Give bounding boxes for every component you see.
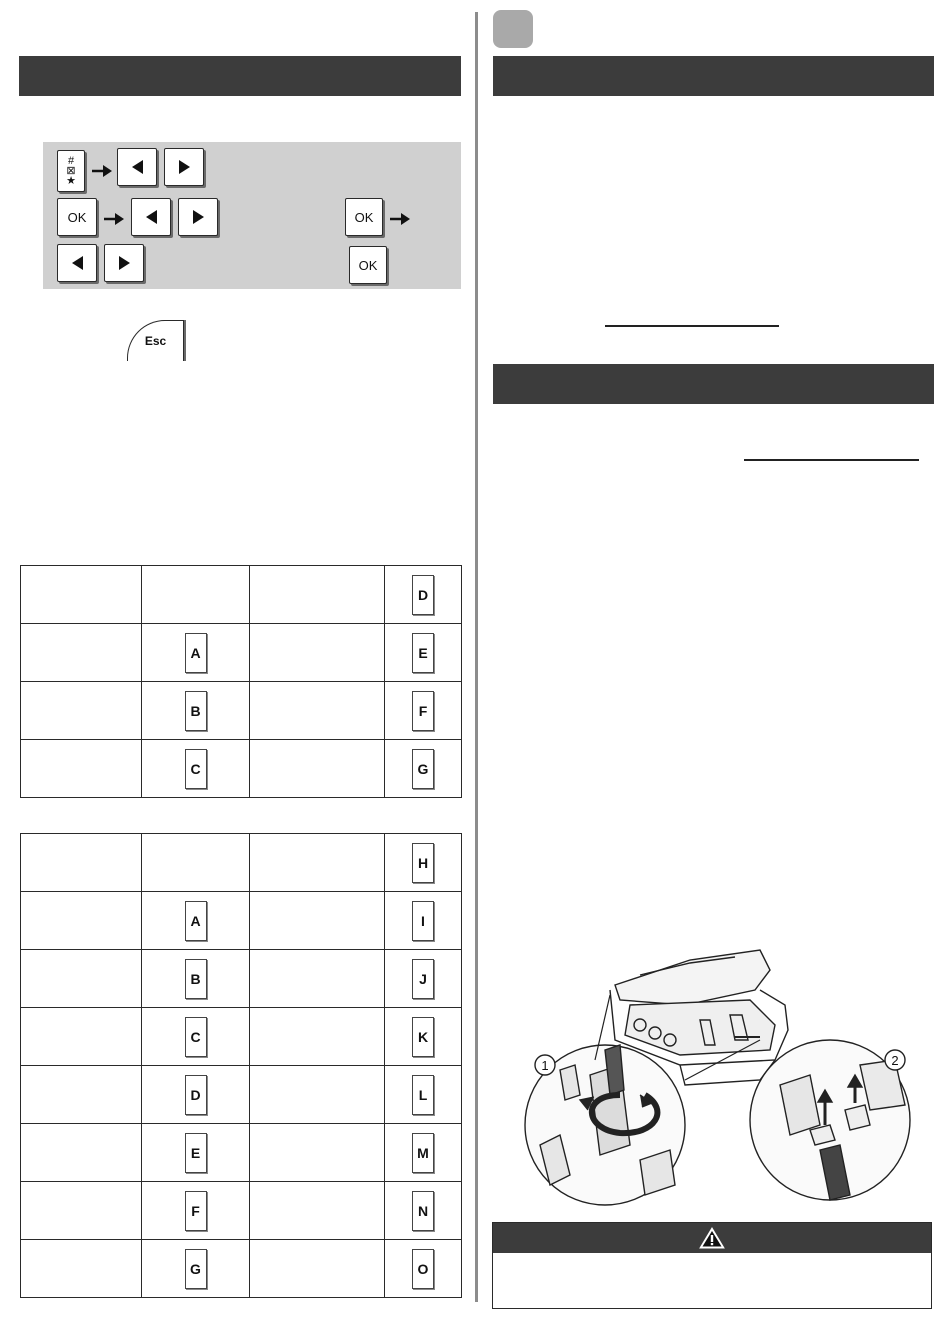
- table-cell: [21, 740, 142, 798]
- table-cell: [385, 834, 462, 892]
- table-cell: [250, 1008, 385, 1066]
- tag-wrapper: [385, 1240, 461, 1297]
- label-tag: C: [185, 1017, 207, 1057]
- table-row: [21, 740, 462, 798]
- table-row: [21, 1240, 462, 1298]
- chapter-tab: [493, 10, 533, 48]
- tag-wrapper: [385, 1182, 461, 1239]
- label-tag: M: [412, 1133, 434, 1173]
- arrow-right-icon: [91, 164, 113, 178]
- table-row: [21, 1124, 462, 1182]
- ok-key[interactable]: OK: [57, 198, 97, 236]
- table-cell: [21, 566, 142, 624]
- tag-wrapper: [385, 1124, 461, 1181]
- tag-wrapper: [385, 566, 461, 623]
- table-cell: [385, 624, 462, 682]
- table-cell: [385, 1182, 462, 1240]
- label-tag: A: [185, 901, 207, 941]
- table-cell: [21, 950, 142, 1008]
- cursor-left-key[interactable]: [117, 148, 157, 186]
- label-tag: I: [412, 901, 434, 941]
- table-cell: [142, 740, 250, 798]
- right-triangle-icon: [193, 210, 204, 224]
- label-tag: B: [185, 959, 207, 999]
- table-cell: [385, 1008, 462, 1066]
- label-tag: D: [412, 575, 434, 615]
- table-cell: [385, 566, 462, 624]
- arrow-right-icon: [103, 212, 125, 226]
- warning-box: [492, 1222, 932, 1309]
- table-cell: [142, 624, 250, 682]
- table-cell: [250, 740, 385, 798]
- warning-triangle-icon: [699, 1227, 725, 1249]
- step-2-label: 2: [891, 1053, 899, 1068]
- table-cell: [21, 834, 142, 892]
- label-tag: C: [185, 749, 207, 789]
- cursor-right-key[interactable]: [164, 148, 204, 186]
- reference-underline: [744, 459, 919, 461]
- label-tag: E: [412, 633, 434, 673]
- table-row: [21, 1182, 462, 1240]
- escape-key[interactable]: Esc: [127, 320, 184, 361]
- table-cell: [385, 1066, 462, 1124]
- table-row: [21, 682, 462, 740]
- table-row: [21, 566, 462, 624]
- tag-wrapper: [142, 1182, 249, 1239]
- tag-wrapper: [142, 1066, 249, 1123]
- label-tag: G: [412, 749, 434, 789]
- table-cell: [250, 892, 385, 950]
- tag-wrapper: [142, 1124, 249, 1181]
- table-cell: [250, 566, 385, 624]
- table-row: [21, 950, 462, 1008]
- table-cell: [385, 1124, 462, 1182]
- table-cell: [142, 950, 250, 1008]
- symbol-key[interactable]: [57, 150, 85, 192]
- tag-wrapper: [385, 682, 461, 739]
- left-triangle-icon: [146, 210, 157, 224]
- settings-table-1: [20, 565, 462, 798]
- table-cell: [250, 1182, 385, 1240]
- label-tag: E: [185, 1133, 207, 1173]
- tag-wrapper: [142, 834, 249, 891]
- table-cell: [142, 1240, 250, 1298]
- table-row: [21, 1066, 462, 1124]
- table-cell: [21, 1182, 142, 1240]
- cursor-right-key[interactable]: [178, 198, 218, 236]
- right-triangle-icon: [119, 256, 130, 270]
- table-cell: [385, 1240, 462, 1298]
- cursor-left-key[interactable]: [131, 198, 171, 236]
- table-cell: [142, 834, 250, 892]
- key-sequence-panel: [43, 142, 461, 289]
- section-header-bar-left: [19, 56, 461, 96]
- tag-wrapper: [385, 892, 461, 949]
- table-row: [21, 1008, 462, 1066]
- table-cell: [142, 682, 250, 740]
- tag-wrapper: [385, 624, 461, 681]
- tag-wrapper: [142, 682, 249, 739]
- table-cell: [385, 682, 462, 740]
- table-cell: [142, 1008, 250, 1066]
- tag-wrapper: [142, 950, 249, 1007]
- tag-wrapper: [385, 740, 461, 797]
- tag-wrapper: [142, 892, 249, 949]
- symbol-hash: #: [67, 155, 75, 167]
- left-triangle-icon: [132, 160, 143, 174]
- label-tag: J: [412, 959, 434, 999]
- label-tag: B: [185, 691, 207, 731]
- arrow-right-icon: [389, 212, 411, 226]
- table-cell: [250, 1124, 385, 1182]
- label-tag: D: [185, 1075, 207, 1115]
- table-cell: [21, 892, 142, 950]
- label-tag: A: [185, 633, 207, 673]
- tape-cassette-illustration: [520, 945, 920, 1210]
- tag-wrapper: [142, 740, 249, 797]
- label-tag: G: [185, 1249, 207, 1289]
- table-row: [21, 624, 462, 682]
- table-cell: [21, 1124, 142, 1182]
- table-row: [21, 834, 462, 892]
- symbol-star: ★: [66, 175, 76, 187]
- table-cell: [385, 740, 462, 798]
- table-row: [21, 892, 462, 950]
- tag-wrapper: [385, 1066, 461, 1123]
- left-triangle-icon: [72, 256, 83, 270]
- right-triangle-icon: [179, 160, 190, 174]
- table-cell: [142, 892, 250, 950]
- section-header-bar-right-top: [493, 56, 934, 96]
- reference-underline: [605, 325, 779, 327]
- table-cell: [385, 892, 462, 950]
- cursor-right-key[interactable]: [104, 244, 144, 282]
- symbol-envelope: ⊠: [66, 165, 76, 177]
- table-cell: [21, 1240, 142, 1298]
- warning-header: [493, 1223, 931, 1253]
- table-cell: [385, 950, 462, 1008]
- table-cell: [142, 1066, 250, 1124]
- step-1-label: 1: [541, 1058, 549, 1073]
- table-cell: [21, 682, 142, 740]
- label-tag: N: [412, 1191, 434, 1231]
- label-tag: H: [412, 843, 434, 883]
- ok-key[interactable]: OK: [345, 198, 383, 236]
- column-divider: [475, 12, 478, 1302]
- settings-table-2: [20, 833, 462, 1298]
- tag-wrapper: [142, 624, 249, 681]
- cursor-left-key[interactable]: [57, 244, 97, 282]
- tag-wrapper: [142, 1240, 249, 1297]
- table-cell: [21, 1066, 142, 1124]
- table-cell: [21, 624, 142, 682]
- table-cell: [250, 950, 385, 1008]
- table-cell: [142, 1124, 250, 1182]
- label-tag: K: [412, 1017, 434, 1057]
- table-cell: [250, 682, 385, 740]
- label-tag: L: [412, 1075, 434, 1115]
- ok-key[interactable]: OK: [349, 246, 387, 284]
- tag-wrapper: [385, 1008, 461, 1065]
- tag-wrapper: [142, 1008, 249, 1065]
- tag-wrapper: [142, 566, 249, 623]
- label-tag: O: [412, 1249, 434, 1289]
- tag-wrapper: [385, 950, 461, 1007]
- label-tag: F: [185, 1191, 207, 1231]
- table-cell: [142, 566, 250, 624]
- section-header-bar-right-middle: [493, 364, 934, 404]
- table-cell: [250, 1240, 385, 1298]
- table-cell: [250, 1066, 385, 1124]
- table-cell: [250, 624, 385, 682]
- table-cell: [142, 1182, 250, 1240]
- label-tag: F: [412, 691, 434, 731]
- tag-wrapper: [385, 834, 461, 891]
- table-cell: [250, 834, 385, 892]
- table-cell: [21, 1008, 142, 1066]
